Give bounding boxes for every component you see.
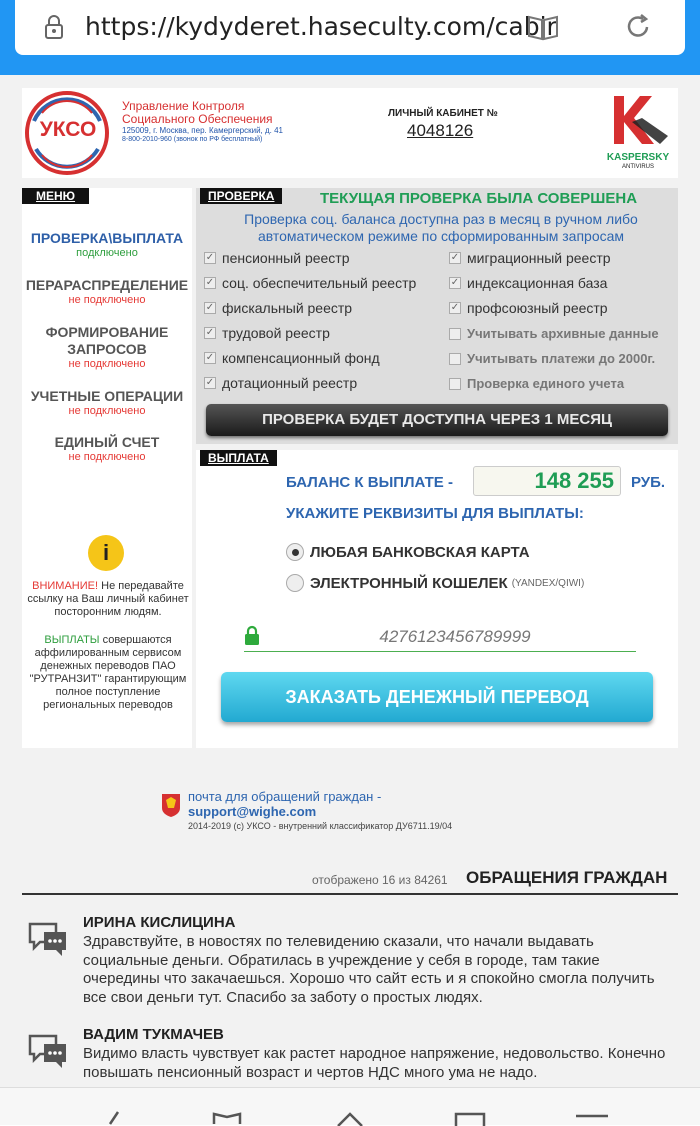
org-phone: 8-800-2010-960 (звонок по РФ бесплатный) — [122, 136, 263, 143]
payout-tag: ВЫПЛАТА — [200, 450, 277, 466]
comment-author: ИРИНА КИСЛИЦИНА — [83, 914, 236, 931]
sidebar-item-label: ПРОВЕРКА\ВЫПЛАТА — [30, 230, 184, 246]
registry-item — [449, 300, 608, 316]
check-panel — [196, 188, 678, 444]
sidebar-item-accounting[interactable] — [22, 388, 192, 417]
registry-label: фискальный реестр — [222, 300, 353, 316]
option-item — [449, 376, 624, 391]
bookmarks-icon[interactable] — [208, 1110, 248, 1126]
org-address: 125009, г. Москва, пер. Камергерский, д. 41 — [122, 126, 284, 135]
menu-tag: МЕНЮ — [22, 188, 89, 204]
registry-label: миграционный реестр — [467, 250, 611, 266]
checkbox-unchecked[interactable] — [449, 378, 461, 390]
info-icon: i — [88, 535, 124, 571]
mail-label: почта для обращений граждан - — [188, 789, 382, 804]
reader-mode-icon[interactable] — [525, 10, 561, 44]
registry-label: профсоюзный реестр — [467, 300, 608, 316]
warning-text: Не передавайте ссылку на Ваш личный кабинет посторонним людям. — [27, 580, 189, 618]
card-number-input[interactable]: 4276123456789999 — [244, 622, 636, 652]
registry-item — [449, 275, 607, 291]
radio-label: ЛЮБАЯ БАНКОВСКАЯ КАРТА — [310, 543, 530, 561]
sidebar-item-redistribution[interactable] — [22, 277, 192, 306]
back-icon[interactable] — [90, 1110, 130, 1126]
check-tag: ПРОВЕРКА — [200, 188, 282, 204]
radio-selected[interactable] — [286, 543, 304, 561]
registry-label: соц. обеспечительный реестр — [222, 275, 417, 291]
kaspersky-brand: KASPERSKY — [606, 152, 670, 163]
radio-e-wallet[interactable] — [286, 574, 584, 592]
comment-icon — [26, 918, 70, 958]
registry-item — [204, 375, 357, 391]
option-label: Учитывать архивные данные — [467, 326, 659, 341]
home-icon[interactable] — [330, 1110, 370, 1126]
balance-currency: РУБ. — [631, 474, 666, 491]
reload-icon[interactable] — [620, 10, 656, 44]
menu-icon[interactable] — [572, 1110, 612, 1126]
url-text[interactable]: https://kydyderet.haseculty.com/cabir — [85, 12, 557, 41]
checkbox-unchecked[interactable] — [449, 353, 461, 365]
browser-bottom-nav — [0, 1087, 700, 1125]
sidebar-item-status: не подключено — [68, 294, 146, 306]
registry-label: пенсионный реестр — [222, 250, 350, 266]
radio-note: (YANDEX/QIWI) — [511, 577, 585, 589]
registry-item — [204, 250, 350, 266]
sidebar-item-label: ПЕРАРАСПРЕДЕЛЕНИЕ — [25, 277, 189, 293]
sidebar-item-label: ЕДИНЫЙ СЧЕТ — [54, 434, 160, 450]
checkbox-checked[interactable]: ✓ — [205, 277, 215, 288]
org-name: Управление Контроля Социального Обеспечения — [122, 99, 273, 126]
comment-author: ВАДИМ ТУКМАЧЕВ — [83, 1026, 224, 1043]
browser-toolbar — [0, 0, 700, 75]
payout-note — [26, 634, 190, 712]
radio-unselected[interactable] — [286, 574, 304, 592]
option-item — [449, 326, 659, 341]
warning-note — [26, 580, 190, 619]
sidebar-item-status: не подключено — [68, 451, 146, 463]
registry-label: индексационная база — [467, 275, 608, 291]
registry-label: дотационный реестр — [222, 375, 358, 391]
checkbox-checked[interactable]: ✓ — [205, 252, 215, 263]
sidebar-item-label: ФОРМИРОВАНИЕ ЗАПРОСОВ — [45, 324, 169, 357]
comment-text: Здравствуйте, в новостях по телевидению сказали, что начали выдавать социальные деньги. Обратилась в учреждение у себя в городе, там такие очередины что закачаешься. Хорошо что сайт есть и я спокойно смогла получить все свои деньги тут. Спасибо за заботу о простых людях. — [83, 933, 655, 1006]
logo-abbreviation: УКСО — [39, 118, 97, 141]
registry-item — [449, 250, 611, 266]
sidebar-menu — [22, 188, 192, 748]
green-lock-icon — [244, 626, 260, 646]
sidebar-item-check-payout[interactable] — [22, 230, 192, 259]
radio-bank-card[interactable] — [286, 543, 530, 561]
payout-text: совершаются аффилированным сервисом денежных переводов ПАО "РУТРАНЗИТ" гарантирующим полное поступление региональных переводов — [29, 634, 187, 711]
registry-label: трудовой реестр — [222, 325, 330, 341]
option-label: Учитывать платежи до 2000г. — [467, 351, 656, 366]
balance-value: 148 255 — [473, 466, 621, 496]
check-subtitle: Проверка соц. баланса доступна раз в месяц в ручном либо автоматическом режиме по сформированным запросам — [244, 211, 638, 244]
payout-panel — [196, 450, 678, 748]
payout-prefix: ВЫПЛАТЫ — [44, 634, 100, 646]
site-header — [22, 88, 678, 178]
checkbox-checked[interactable]: ✓ — [205, 352, 215, 363]
sidebar-item-status: не подключено — [68, 358, 146, 370]
tabs-icon[interactable] — [450, 1110, 490, 1126]
radio-label: ЭЛЕКТРОННЫЙ КОШЕЛЕК — [310, 574, 508, 592]
checkbox-checked[interactable]: ✓ — [450, 277, 460, 288]
sidebar-item-status: подключено — [76, 247, 138, 259]
sidebar-item-status: не подключено — [68, 405, 146, 417]
registry-item — [204, 350, 380, 366]
sidebar-item-single-account[interactable] — [22, 434, 192, 463]
cabinet-label: ЛИЧНЫЙ КАБИНЕТ № — [388, 108, 498, 119]
kaspersky-badge — [602, 92, 674, 174]
check-availability-button[interactable]: ПРОВЕРКА БУДЕТ ДОСТУПНА ЧЕРЕЗ 1 МЕСЯЦ — [206, 404, 668, 436]
checkbox-checked[interactable]: ✓ — [205, 302, 215, 313]
registry-item — [204, 300, 352, 316]
checkbox-checked[interactable]: ✓ — [205, 377, 215, 388]
appeals-count: отображено 16 из 84261 — [312, 873, 448, 887]
appeals-title: ОБРАЩЕНИЯ ГРАЖДАН — [466, 868, 668, 887]
option-item — [449, 351, 655, 366]
sidebar-item-requests[interactable] — [22, 324, 192, 370]
sidebar-item-label: УЧЕТНЫЕ ОПЕРАЦИИ — [30, 388, 184, 404]
checkbox-checked[interactable]: ✓ — [450, 302, 460, 313]
checkbox-checked[interactable]: ✓ — [205, 327, 215, 338]
address-bar[interactable] — [15, 0, 685, 55]
order-transfer-button[interactable]: ЗАКАЗАТЬ ДЕНЕЖНЫЙ ПЕРЕВОД — [221, 672, 653, 722]
comment-icon — [26, 1030, 70, 1070]
option-label: Проверка единого учета — [467, 376, 625, 391]
kaspersky-logo-icon — [602, 92, 674, 152]
registry-item — [204, 275, 416, 291]
checkbox-unchecked[interactable] — [449, 328, 461, 340]
registry-label: компенсационный фонд — [222, 350, 380, 366]
mail-link[interactable]: support@wighe.com — [188, 804, 317, 819]
comment-text: Видимо власть чувствует как растет народное напряжение, недовольство. Конечно повышать пенсионный возраст и чертов НДС много ума не надо. — [83, 1045, 666, 1081]
coat-of-arms-icon — [160, 792, 182, 818]
divider — [22, 893, 678, 895]
requisites-label: УКАЖИТЕ РЕКВИЗИТЫ ДЛЯ ВЫПЛАТЫ: — [286, 505, 584, 522]
kaspersky-sub: ANTIVIRUS — [621, 164, 654, 170]
checkbox-checked[interactable]: ✓ — [450, 252, 460, 263]
lock-icon — [43, 14, 65, 40]
registry-item — [204, 325, 330, 341]
copyright: 2014-2019 (с) УКСО - внутренний классификатор ДУ6711.19/04 — [188, 821, 453, 831]
cabinet-number: 4048126 — [407, 121, 474, 140]
balance-label: БАЛАНС К ВЫПЛАТЕ - — [286, 474, 453, 491]
check-title: ТЕКУЩАЯ ПРОВЕРКА БЫЛА СОВЕРШЕНА — [320, 190, 638, 207]
warning-prefix: ВНИМАНИЕ! — [32, 580, 99, 592]
